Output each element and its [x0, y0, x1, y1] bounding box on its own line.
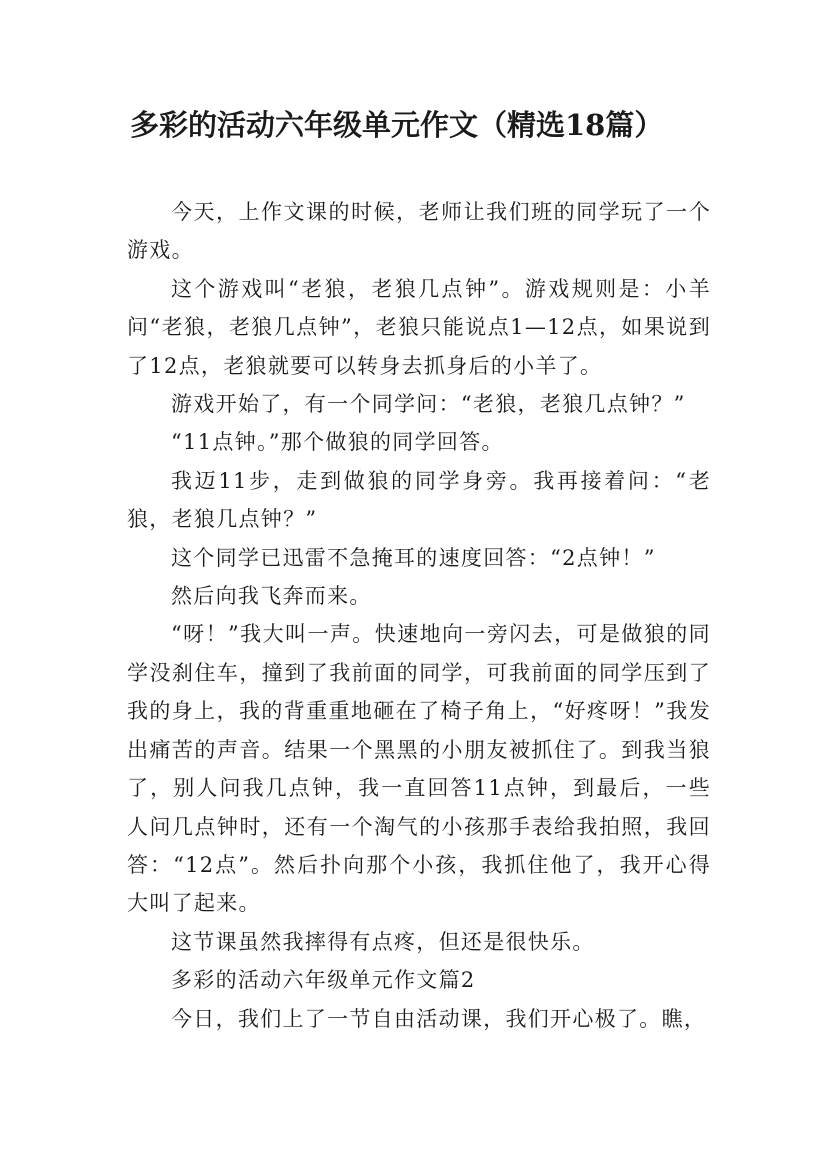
paragraph: 这个游戏叫“老狼，老狼几点钟”。游戏规则是：小羊问“老狼，老狼几点钟”，老狼只能说点1—12点，如果说到了12点，老狼就要可以转身去抓身后的小羊了。 [127, 276, 711, 378]
paragraph: “呀！”我大叫一声。快速地向一旁闪去，可是做狼的同学没刹住车，撞到了我前面的同学，可我前面的同学压到了我的身上，我的背重重地砸在了椅子角上，“好疼呀！”我发出痛苦的声音。结果一个黑黑的小朋友被抓住了。到我当狼了，别人问我几点钟，我一直回答11点钟，到最后，一些人问几点钟时，还有一个淘气的小孩那手表给我拍照，我回答：“12点”。然后扑向那个小孩，我抓住他了，我开心得大叫了起来。 [127, 622, 711, 916]
paragraph: “11点钟。”那个做狼的同学回答。 [171, 430, 504, 455]
paragraph: 今天，上作文课的时候，老师让我们班的同学玩了一个游戏。 [127, 200, 711, 263]
section-heading: 多彩的活动六年级单元作文篇2 [171, 968, 476, 993]
paragraph: 我迈11步，走到做狼的同学身旁。我再接着问：“老狼，老狼几点钟？” [127, 468, 711, 532]
paragraph: 然后向我飞奔而来。 [171, 584, 372, 609]
paragraph: 今日，我们上了一节自由活动课，我们开心极了。瞧， [171, 1006, 707, 1031]
paragraph: 这个同学已迅雷不急掩耳的速度回答：“2点钟！” [171, 545, 656, 570]
paragraph: 这节课虽然我摔得有点疼，但还是很快乐。 [171, 929, 595, 954]
paragraph: 游戏开始了，有一个同学问：“老狼，老狼几点钟？” [171, 392, 686, 417]
document-title: 多彩的活动六年级单元作文（精选18篇） [130, 108, 664, 142]
document-body [127, 193, 711, 1038]
